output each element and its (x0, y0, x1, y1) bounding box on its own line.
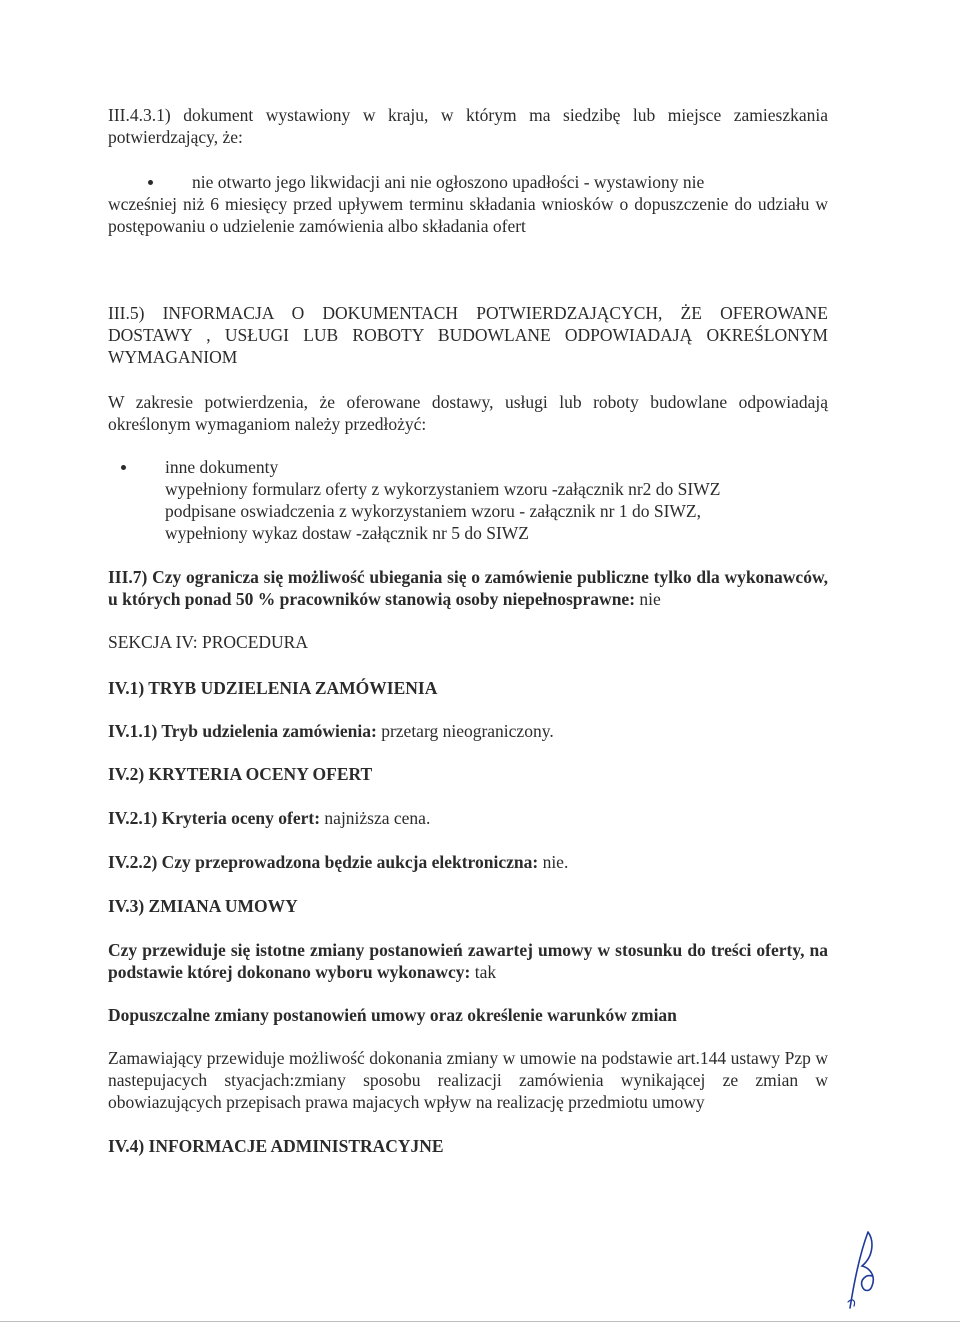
section-iv-2-1 (108, 807, 828, 829)
section-iii-5-text: W zakresie potwierdzenia, że oferowane dostawy, usługi lub roboty budowlane odpowiadają określonym wymaganiom należy przedłożyć: (108, 392, 828, 434)
section-iv-2-2-value: nie. (538, 852, 569, 872)
bullet-dot-icon (121, 465, 126, 470)
section-iv-heading: SEKCJA IV: PROCEDURA (108, 632, 308, 652)
section-iv-3-text: Zamawiający przewiduje możliwość dokonania zmiany w umowie na podstawie art.144 ustawy Pzp w nastepujacych styacjach:zmiany sposobu realizacji zamówienia wynikającej ze zmian w obowiazujących przepisach prawa majacych wpływ na realizację przedmiotu umowy (108, 1048, 828, 1112)
section-iii-7-question: III.7) Czy ogranicza się możliwość ubiegania się o zamówienie publiczne tylko dla wykonawców, u których ponad 50 % pracowników stanowią osoby niepełnosprawne: (108, 567, 828, 609)
list-item: podpisane oswiadczenia z wykorzystaniem wzoru - załącznik nr 1 do SIWZ, (165, 501, 701, 521)
section-iv-4-heading: IV.4) INFORMACJE ADMINISTRACYJNE (108, 1136, 444, 1156)
bullet-rest-text: wcześniej niż 6 miesięcy przed upływem terminu składania wniosków o dopuszczenie do udziału w postępowaniu o udzielenie zamówienia albo składania ofert (108, 194, 828, 236)
section-iv-2-2-label: IV.2.2) Czy przeprowadzona będzie aukcja elektroniczna: (108, 852, 539, 872)
section-iv-3-heading: IV.3) ZMIANA UMOWY (108, 896, 298, 916)
section-iv-2-heading: IV.2) KRYTERIA OCENY OFERT (108, 764, 373, 784)
list-item: wypełniony wykaz dostaw -załącznik nr 5 do SIWZ (165, 523, 529, 543)
section-iv-3-question (108, 939, 828, 983)
section-iii-5-list (165, 456, 805, 544)
bullet-first-line: nie otwarto jego likwidacji ani nie ogłoszono upadłości - wystawiony nie (192, 172, 705, 192)
section-iv-1-heading: IV.1) TRYB UDZIELENIA ZAMÓWIENIA (108, 678, 438, 698)
section-iii-4-3-intro: III.4.3.1) dokument wystawiony w kraju, w którym ma siedzibę lub miejsce zamieszkania potwierdzający, że: (108, 105, 828, 147)
section-iv-2-1-label: IV.2.1) Kryteria oceny ofert: (108, 808, 321, 828)
list-item: wypełniony formularz oferty z wykorzystaniem wzoru -załącznik nr2 do SIWZ (165, 479, 721, 499)
section-iv-3-question-text: Czy przewiduje się istotne zmiany postanowień zawartej umowy w stosunku do treści oferty, na podstawie której dokonano wyboru wykonawcy: (108, 940, 828, 982)
handwritten-signature-icon (838, 1226, 898, 1316)
scan-edge-line (0, 1321, 960, 1322)
section-iii-5-heading: III.5) INFORMACJA O DOKUMENTACH POTWIERDZAJĄCYCH, ŻE OFEROWANE DOSTAWY , USŁUGI LUB ROBOTY BUDOWLANE ODPOWIADAJĄ OKREŚLONYM WYMAGANIOM (108, 303, 828, 367)
section-iv-1-1 (108, 720, 828, 742)
section-iv-2-2 (108, 851, 828, 873)
section-iv-3-answer: tak (470, 962, 497, 982)
section-iv-2-1-value: najniższa cena. (320, 808, 431, 828)
list-item: inne dokumenty (165, 457, 279, 477)
section-iii-7-answer: nie (635, 589, 661, 609)
section-iv-3-sub-heading: Dopuszczalne zmiany postanowień umowy oraz określenie warunków zmian (108, 1005, 677, 1025)
section-iv-1-1-label: IV.1.1) Tryb udzielenia zamówienia: (108, 721, 377, 741)
section-iv-1-1-value: przetarg nieograniczony. (376, 721, 554, 741)
section-iii-4-3-bullet (108, 171, 828, 237)
section-iii-7 (108, 566, 828, 610)
